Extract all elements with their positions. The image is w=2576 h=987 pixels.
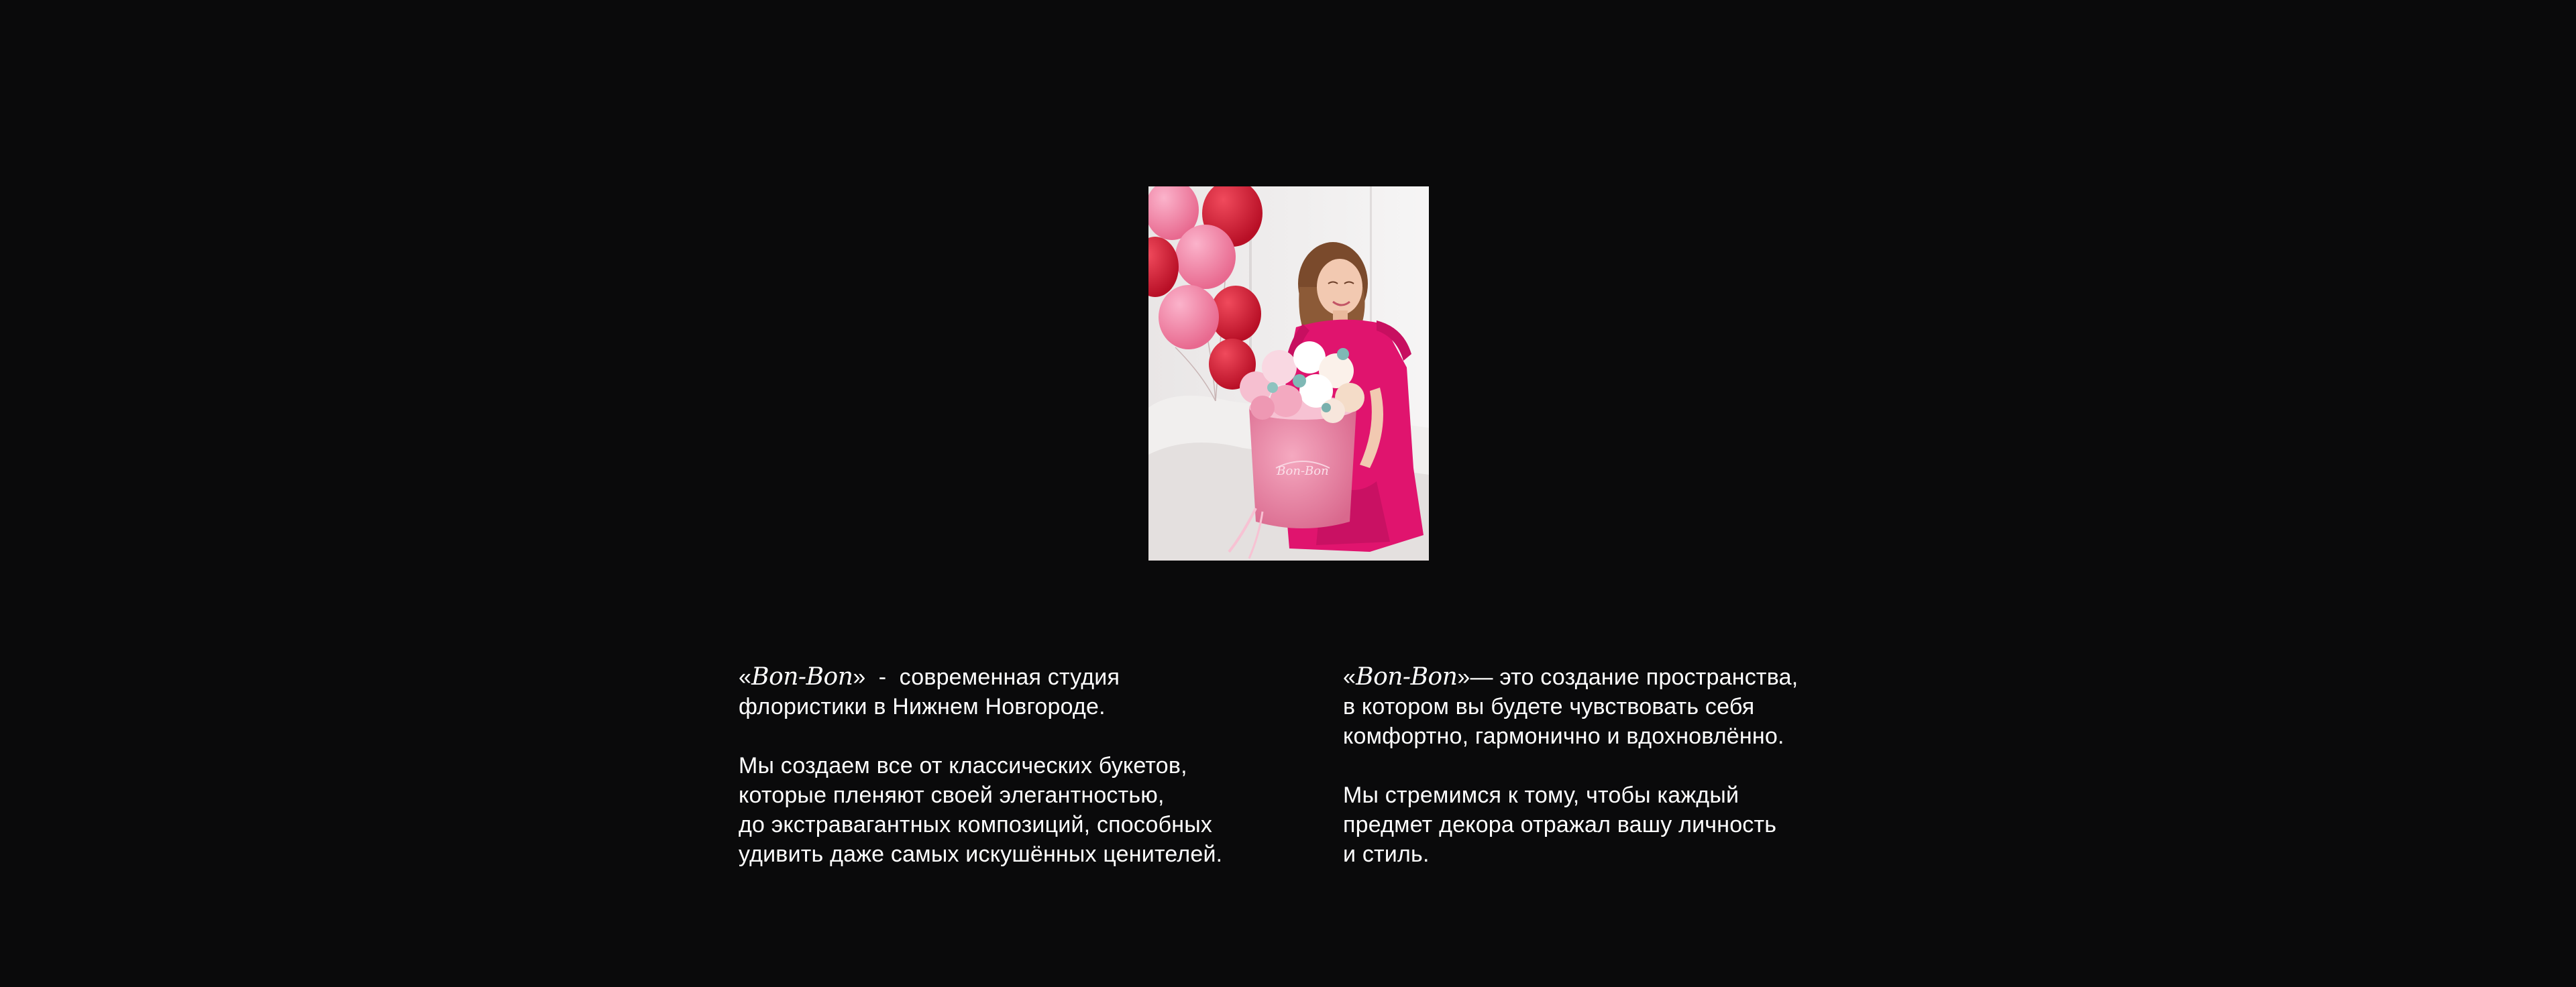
intro-text: - современная студия [865,664,1120,690]
intro-line-2: флористики в Нижнем Новгороде. [739,694,1106,719]
description-line: удивить даже самых искушённых ценителей. [739,841,1223,867]
intro-line-2: в котором вы будете чувствовать себя [1343,694,1755,719]
mission-paragraph [1343,780,1893,869]
description-line: которые пленяют своей элегантностью, [739,782,1165,808]
quote-close: » [1457,664,1470,690]
about-left-column [739,662,1289,869]
quote-open: « [739,664,752,690]
mission-line: предмет декора отражал вашу личность [1343,812,1777,837]
intro-text: — это создание пространства, [1470,664,1799,690]
intro-paragraph [1343,662,1893,751]
quote-open: « [1343,664,1356,690]
mission-line: Мы стремимся к тому, чтобы каждый [1343,782,1739,808]
intro-paragraph [739,662,1289,721]
description-line: Мы создаем все от классических букетов, [739,753,1187,778]
description-paragraph [739,751,1289,869]
brand-name: Bon-Bon [1356,663,1458,691]
quote-close: » [853,664,866,690]
intro-line-1 [1343,662,1893,692]
brand-name: Bon-Bon [751,663,853,691]
hero-photo-illustration [1148,186,1429,561]
svg-text:Bon-Bon: Bon-Bon [1277,464,1329,478]
description-line: до экстравагантных композиций, способных [739,812,1213,837]
about-right-column [1343,662,1893,869]
intro-line-3: комфортно, гармонично и вдохновлённо. [1343,723,1784,749]
mission-line: и стиль. [1343,841,1430,867]
intro-line-1 [739,662,1289,692]
hero-photo [1148,186,1429,561]
